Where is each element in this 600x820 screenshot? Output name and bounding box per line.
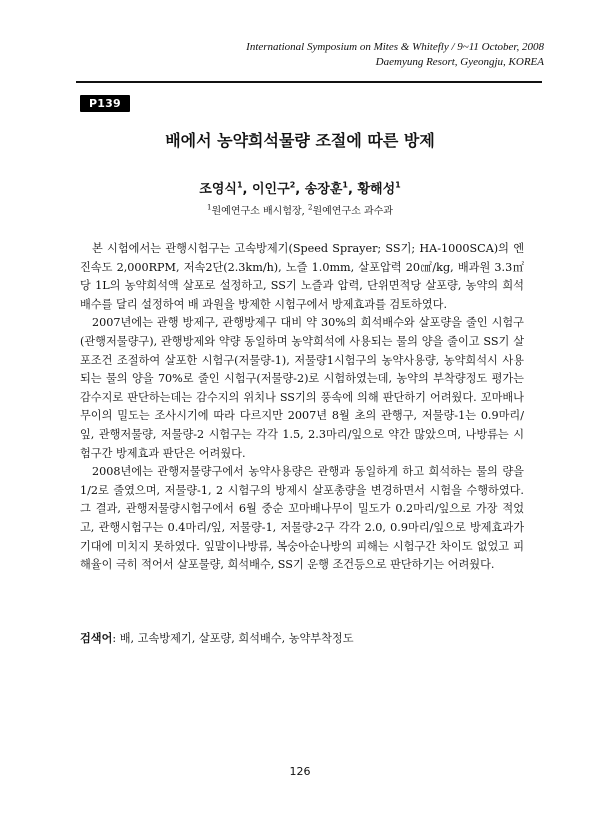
author-name: 송장훈 bbox=[304, 182, 343, 197]
affil-mark: 2 bbox=[308, 203, 313, 212]
header-line-2: Daemyung Resort, Gyeongju, KOREA bbox=[375, 56, 544, 68]
author-affil-mark: 2 bbox=[289, 180, 296, 190]
abstract-paragraph: 본 시험에서는 관행시험구는 고속방제기(Speed Sprayer; SS기; HA-1000SCA)의 엔진속도 2,000RPM, 저속2단(2.3km/h), 노즐 1.0mm, 살포압력 20㎠/kg, 배과원 3.3㎡당 1L의 농약희석액 살포로 설정하고, SS기 노즐과 압력, 단위면적당 살포량, 농약의 희석배수를 달리 설정하여 배 과원을 방제한 시험구에서 방제효과를 검토하였다. bbox=[80, 242, 524, 311]
author-list: 조영식$^1$, 이인구$^2$, 송장훈$^1$, 황해성$^1$ bbox=[199, 180, 401, 197]
paper-title: 배에서 농약희석물량 조절에 따른 방제 bbox=[165, 131, 435, 150]
header-rule bbox=[76, 81, 542, 83]
keywords bbox=[80, 630, 524, 646]
author-name: 조영식 bbox=[199, 182, 237, 197]
affiliations bbox=[0, 202, 600, 217]
abstract-paragraph: 2008년에는 관행저물량구에서 농약사용량은 관행과 동일하게 하고 희석하는 물의 량을 1/2로 줄였으며, 저물량-1, 2 시험구의 방제시 살포총량을 변경하면서 시험을 수행하였다. 그 결과, 관행저물량시험구에서 6월 중순 꼬마배나무이 밀도가 0.2마리/잎으로 가장 적었고, 관행시험구는 0.4마리/잎, 저물량-1, 저물량-2구 각각 2.0, 0.9마리/잎으로 방제효과가 기대에 미치지 못하였다. 잎말이나방류, 복숭아순나방의 피해는 시험구간 차이도 없었고 피해율이 극히 적어서 살포물량, 희석배수, SS기 운행 조건등으로 판단하기는 어려웠다. bbox=[80, 465, 524, 572]
affil-text: 원예연구소 배시험장, bbox=[211, 206, 308, 217]
header-line-1: International Symposium on Mites & Whitefly / 9~11 October, 2008 bbox=[246, 41, 544, 53]
keywords-text: : 배, 고속방제기, 살포량, 희석배수, 농약부착정도 bbox=[112, 632, 354, 645]
conference-header bbox=[84, 40, 544, 70]
affil-mark: 1 bbox=[207, 203, 212, 212]
author-name: 황해성 bbox=[357, 182, 396, 197]
author-affil-mark: 1 bbox=[236, 180, 243, 190]
abstract-body bbox=[80, 240, 524, 575]
affil-text: 원예연구소 과수과 bbox=[312, 206, 393, 217]
poster-id-badge: P139 bbox=[80, 95, 130, 112]
author-name: 이인구 bbox=[252, 182, 290, 197]
abstract-paragraph: 2007년에는 관행 방제구, 관행방제구 대비 약 30%의 희석배수와 살포량을 줄인 시험구(관행저물량구), 관행방제와 약량 동일하며 농약희석에 사용되는 물의 양을 줄이고 SS기 살포조건 조절하여 살포한 시험구(저물량-1), 저물량1시험구의 농약사용량, 농약희석시 사용되는 물의 양을 70%로 줄인 시험구(저물량-2)로 시험하였는데, 농약의 부착량정도 평가는 감수지로 판단하는데는 감수지의 위치나 SS기의 풍속에 의해 판단하기 어려웠다. 꼬마배나무이의 밀도는 조사시기에 따라 다르지만 2007년 8월 초의 관행구, 저물량-1는 0.9마리/잎, 관행저물량, 저물량-2 시험구는 각각 1.5, 2.3마리/잎으로 약간 많았으며, 나방류는 시험구간 방제효과 판단은 어려웠다. bbox=[80, 316, 524, 460]
author-affil-mark: 1 bbox=[342, 180, 348, 190]
page-number: 126 bbox=[289, 765, 311, 778]
keywords-label: 검색어 bbox=[80, 632, 113, 645]
author-affil-mark: 1 bbox=[395, 180, 401, 190]
